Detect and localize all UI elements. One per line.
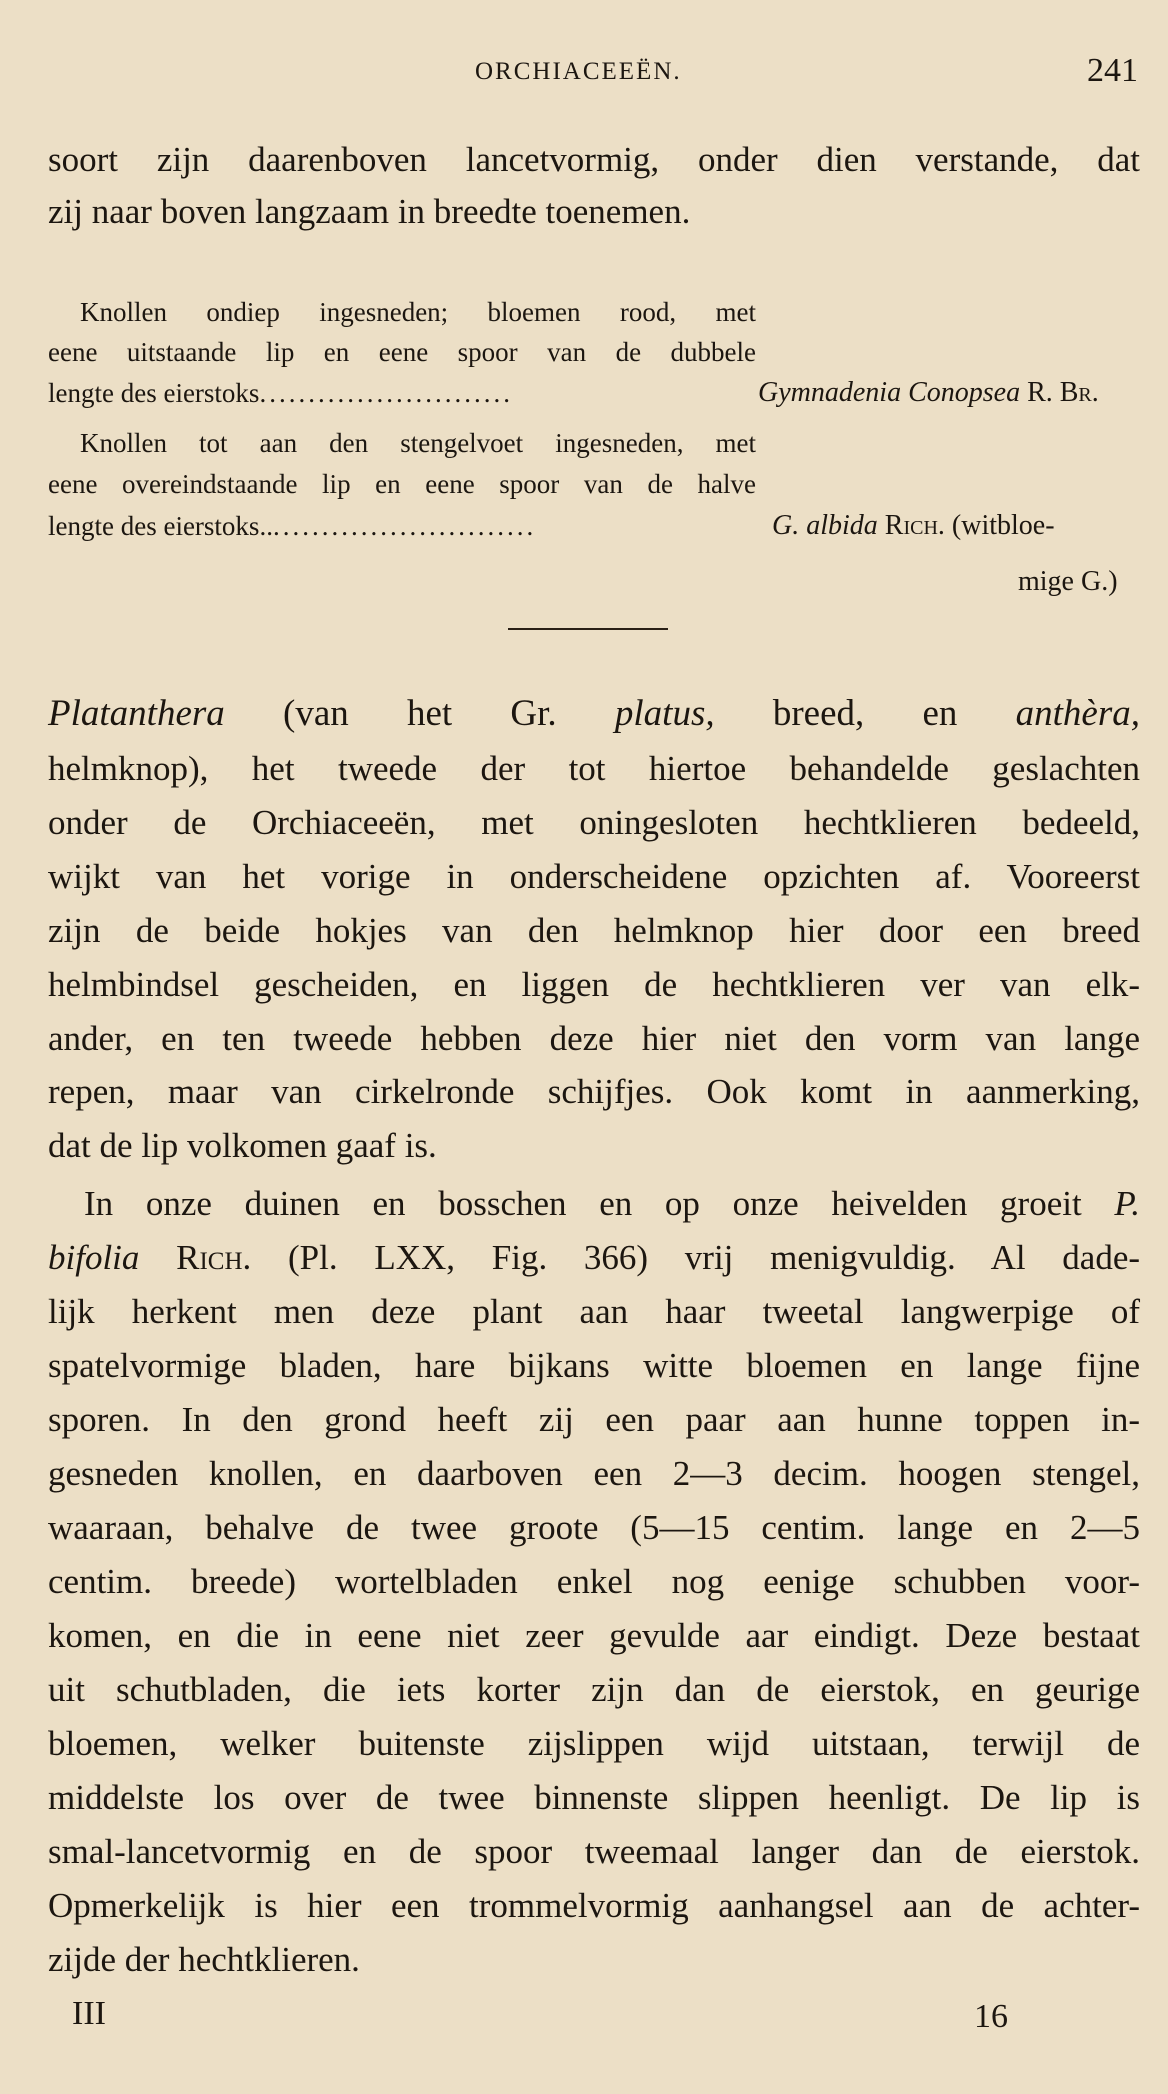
key-entry-2-line-1: Knollen tot aan den stengelvoet ingesneden, met [80, 428, 756, 458]
para1-line: wijkt van het vorige in onderscheidene opzichten af. Vooreerst [48, 857, 1140, 896]
species-epithet: bifolia [48, 1238, 140, 1277]
intro-line: zij naar boven langzaam in breedte toenemen. [48, 192, 691, 231]
para2-text: (Pl. LXX, Fig. 366) vrij menigvuldig. Al dade- [288, 1238, 1141, 1277]
para1-line: helmbindsel gescheiden, en liggen de hechtklieren ver van elk- [48, 965, 1140, 1004]
intro-line: soort zijn daarenboven lancetvormig, onder dien verstande, dat [48, 140, 1140, 179]
para2-text: In onze duinen en bosschen en op onze heivelden groeit [84, 1184, 1082, 1223]
para1-line-1 [48, 688, 1140, 740]
key-entry-1-species [758, 373, 1099, 413]
key-entry-2-note-continued: mige G.) [1018, 566, 1118, 597]
key-entry-2-species [772, 506, 1055, 546]
page-number: 241 [1087, 52, 1138, 89]
para2-line: waaraan, behalve de twee groote (5—15 centim. lange en 2—5 [48, 1508, 1140, 1547]
para2-line: Opmerkelijk is hier een trommelvormig aanhangsel aan de achter- [48, 1886, 1140, 1925]
greek-term: platus, [614, 693, 715, 734]
key-entry-1-line-3 [48, 373, 513, 413]
para2-line: zijde der hechtklieren. [48, 1940, 360, 1979]
para2-line: spatelvormige bladen, hare bijkans witte bloemen en lange fijne [48, 1346, 1140, 1385]
key-entry-1-text: lengte des eierstoks [48, 378, 260, 408]
signature-mark: III [72, 1995, 106, 2032]
key-entry-1-line-2: eene uitstaande lip en eene spoor van de dubbele [48, 337, 756, 367]
key-entry-2-text: lengte des eierstoks.. [48, 511, 273, 541]
key-entry-1-line-1: Knollen ondiep ingesneden; bloemen rood, met [80, 297, 756, 327]
greek-term: anthèra, [1015, 693, 1141, 734]
section-divider [508, 628, 668, 630]
species-note: (witbloe- [951, 510, 1055, 541]
species-author: Rich. [176, 1238, 252, 1277]
para2-line: sporen. In den grond heeft zij een paar aan hunne toppen in- [48, 1400, 1140, 1439]
para2-line: middelste los over de twee binnenste slippen heenligt. De lip is [48, 1778, 1140, 1817]
para1-line: helmknop), het tweede der tot hiertoe behandelde geslachten [48, 749, 1140, 788]
para2-line: gesneden knollen, en daarboven een 2—3 decim. hoogen stengel, [48, 1454, 1140, 1493]
running-title: ORCHIACEEËN. [475, 58, 682, 85]
sheet-number: 16 [974, 1998, 1008, 2035]
key-leader-dots: ........................... [272, 511, 537, 541]
species-name: G. albida [772, 510, 878, 541]
species-name: Gymnadenia Conopsea [758, 377, 1021, 408]
para2-line: uit schutbladen, die iets korter zijn dan de eierstok, en geurige [48, 1670, 1140, 1709]
para1-line: ander, en ten tweede hebben deze hier niet den vorm van lange [48, 1019, 1140, 1058]
para2-line: lijk herkent men deze plant aan haar tweetal langwerpige of [48, 1292, 1140, 1331]
species-author: Rich. [884, 510, 945, 541]
para2-line: smal-lancetvormig en de spoor tweemaal langer dan de eierstok. [48, 1832, 1140, 1871]
para1-line: repen, maar van cirkelronde schijfjes. Ook komt in aanmerking, [48, 1072, 1140, 1111]
para2-line: komen, en die in eene niet zeer gevulde aar eindigt. Deze bestaat [48, 1616, 1140, 1655]
para1-text: breed, en [772, 693, 958, 734]
para2-line-2 [48, 1232, 1140, 1284]
para1-line: onder de Orchiaceeën, met oningesloten hechtklieren bedeeld, [48, 803, 1140, 842]
genus-abbrev: P. [1114, 1184, 1141, 1223]
key-leader-dots: .......................... [259, 378, 513, 408]
key-entry-2-line-2: eene overeindstaande lip en eene spoor van de halve [48, 469, 756, 499]
para1-line: dat de lip volkomen gaaf is. [48, 1126, 437, 1165]
species-author: R. Br. [1027, 377, 1099, 408]
para2-line: bloemen, welker buitenste zijslippen wijd uitstaan, terwijl de [48, 1724, 1140, 1763]
para2-line: centim. breede) wortelbladen enkel nog eenige schubben voor- [48, 1562, 1140, 1601]
page-header [0, 52, 1168, 102]
para2-line-1 [48, 1178, 1140, 1230]
para1-text: (van het Gr. [283, 693, 557, 734]
key-entry-2-line-3 [48, 506, 536, 546]
para1-line: zijn de beide hokjes van den helmknop hier door een breed [48, 911, 1140, 950]
genus-name: Platanthera [48, 693, 225, 734]
